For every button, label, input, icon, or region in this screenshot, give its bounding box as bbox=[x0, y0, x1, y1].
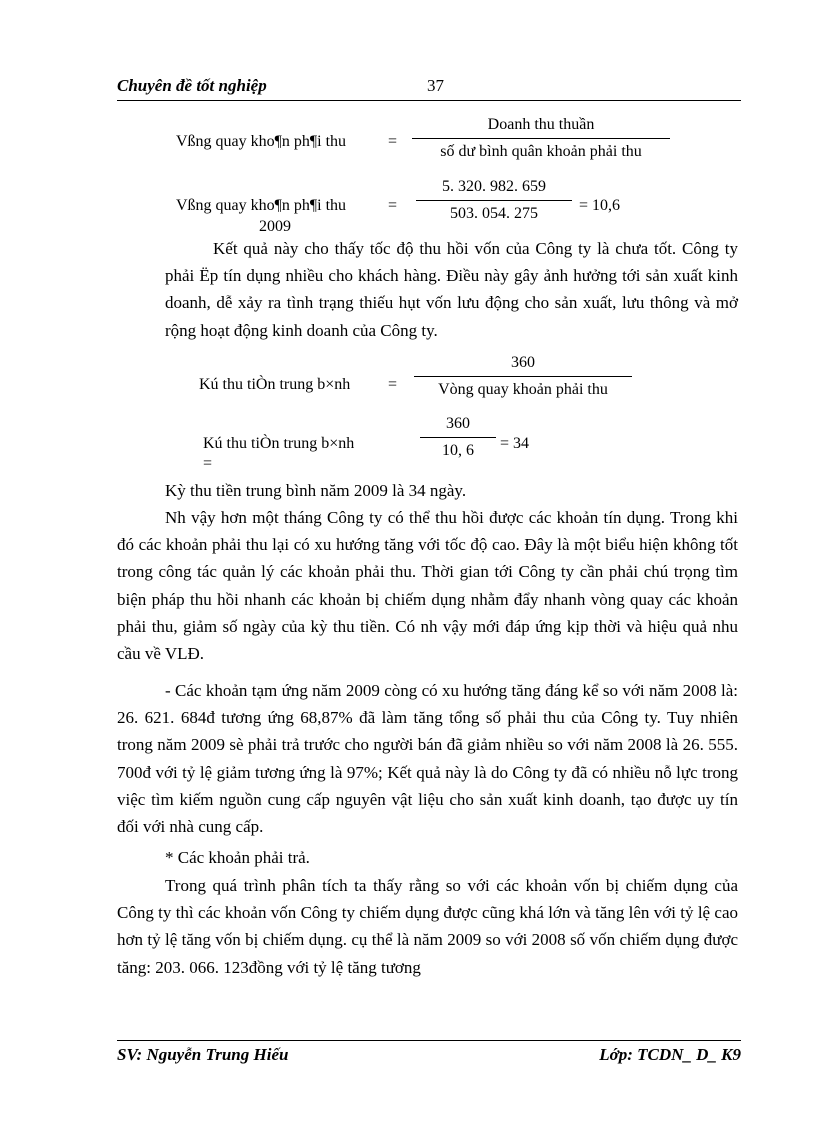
formula-result: = 10,6 bbox=[579, 197, 621, 214]
paragraph-payables: Trong quá trình phân tích ta thấy rằng so với các khoản vốn bị chiếm dụng của Công ty thì các khoản vốn Công ty chiếm dụng được cũng khá lớn và tăng lên với tỷ lệ cao hơn tỷ lệ tăng vốn bị chiếm dụng. cụ thể là năm 2009 so với 2008 số vốn chiếm dụng được tăng: 203. 066. 123đồng với tỷ lệ tăng tương bbox=[117, 876, 738, 977]
fraction bbox=[420, 415, 496, 460]
page-number: 37 bbox=[427, 76, 444, 95]
equals-sign: = bbox=[203, 455, 213, 472]
paragraph-analysis: Nh vậy hơn một tháng Công ty có thể thu hồi được các khoản tín dụng. Trong khi đó các khoản phải thu lại có xu hướng tăng với tốc độ cao. Đây là một biểu hiện không tốt trong công tác quản lý các khoản phải thu. Thời gian tới Công ty cần phải chú trọng tìm biện pháp thu hồi nhanh các khoản bị chiếm dụng nhằm đẩy nhanh vòng quay các khoản phải thu, giảm số ngày của kỳ thu tiền. Có nh vậy mới đáp ứng kịp thời và hiệu quả nhu cầu về VLĐ. bbox=[117, 508, 738, 664]
fraction bbox=[412, 116, 670, 161]
student-name: SV: Nguyễn Trung Hiếu bbox=[117, 1045, 289, 1064]
formula-label-with-equals bbox=[203, 434, 393, 474]
formula-result: = 34 bbox=[500, 435, 530, 452]
denominator: 10, 6 bbox=[442, 442, 474, 459]
section-heading-payables: * Các khoản phải trả. bbox=[165, 848, 310, 867]
denominator: Vòng quay khoản phải thu bbox=[438, 381, 608, 398]
numerator: 360 bbox=[446, 415, 470, 432]
denominator: số dư bình quân khoản phải thu bbox=[440, 143, 642, 160]
fraction bbox=[414, 354, 632, 399]
formula-label: Kú thu tiÒn trung b×nh bbox=[199, 376, 351, 393]
numerator: 5. 320. 982. 659 bbox=[442, 178, 546, 195]
numerator: 360 bbox=[511, 354, 535, 371]
formula-label: Vßng quay kho¶n ph¶i thu bbox=[176, 133, 347, 150]
class-code: Lớp: TCDN_ D_ K9 bbox=[599, 1045, 741, 1064]
formula-label: Vßng quay kho¶n ph¶i thu bbox=[176, 197, 347, 214]
document-title: Chuyên đề tốt nghiệp bbox=[117, 76, 267, 95]
paragraph-collection-speed: Kết quả này cho thấy tốc độ thu hồi vốn của Công ty là chưa tốt. Công ty phải Ëp tín dụng nhiều cho khách hàng. Điều này gây ảnh hưởng tới sản xuất kinh doanh, dễ xảy ra tình trạng thiếu hụt vốn lưu động cho sản xuất, lưu thông và mở rộng hoạt động kinh doanh của Công ty. bbox=[165, 239, 738, 340]
formula-label: Kú thu tiÒn trung b×nh bbox=[203, 435, 355, 452]
formula-year: 2009 bbox=[259, 218, 291, 235]
equals-sign: = bbox=[388, 376, 398, 393]
equals-sign: = bbox=[388, 133, 398, 150]
numerator: Doanh thu thuần bbox=[487, 116, 595, 133]
paragraph-advances: - Các khoản tạm ứng năm 2009 còng có xu hướng tăng đáng kể so với năm 2008 là: 26. 621. 684đ tương ứng 68,87% đã làm tăng tổng số phải thu của Công ty. Tuy nhiên trong năm 2009 sè phải trả trước cho người bán đã giảm nhiều so với năm 2008 là 26. 555. 700đ với tỷ lệ giảm tương ứng là 97%; Kết quả này là do Công ty đã có nhiều nỗ lực trong việc tìm kiếm nguồn cung cấp nguyên vật liệu cho sản xuất kinh doanh, tạo được uy tín đối với nhà cung cấp. bbox=[117, 681, 738, 837]
page-header bbox=[117, 76, 741, 101]
denominator: 503. 054. 275 bbox=[450, 205, 538, 222]
fraction bbox=[416, 178, 572, 223]
paragraph-collection-period: Kỳ thu tiền trung bình năm 2009 là 34 ngày. bbox=[165, 481, 467, 500]
page-footer bbox=[117, 1040, 741, 1071]
equals-sign: = bbox=[388, 197, 398, 214]
